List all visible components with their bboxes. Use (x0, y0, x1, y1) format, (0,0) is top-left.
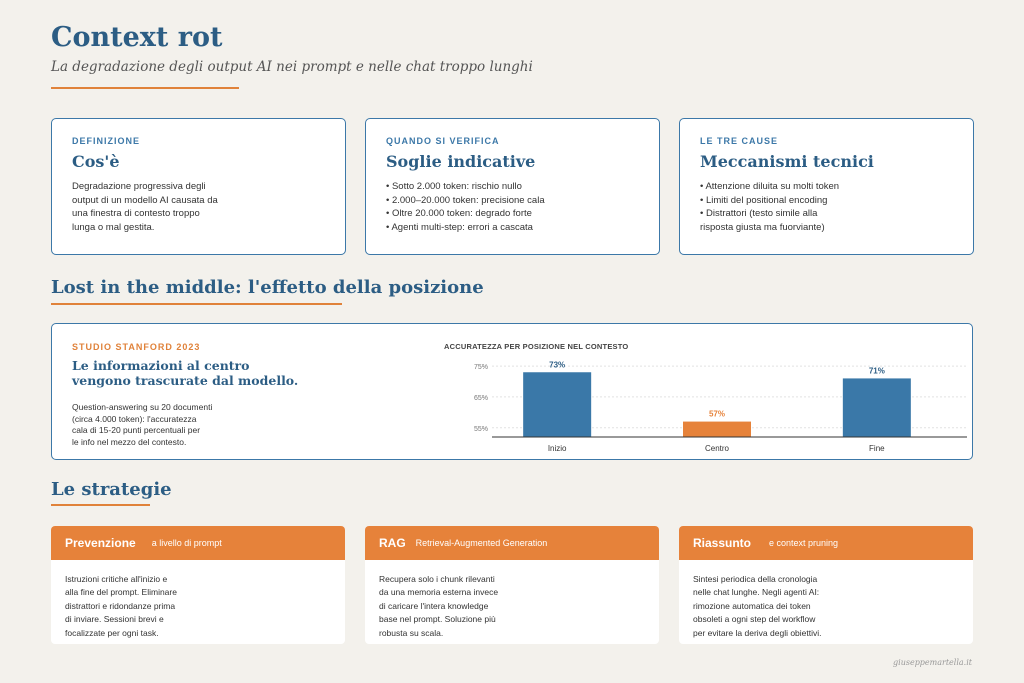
strategy-detail: Retrieval-Augmented Generation (415, 538, 548, 548)
study-kicker: STUDIO STANFORD 2023 (72, 342, 201, 352)
footer-credit: giuseppemartella.it (893, 658, 972, 667)
strategy-header (51, 526, 345, 560)
page-title: Context rot (51, 22, 223, 53)
list-item: • Sotto 2.000 token: rischio nullo (386, 180, 639, 194)
section-title-lost-in-middle: Lost in the middle: l'effetto della posizione (51, 277, 484, 298)
strategy-body (679, 560, 973, 640)
list-item: • Attenzione diluita su molti token (700, 180, 953, 194)
study-body-line: (circa 4.000 token): l'accuratezza (72, 413, 197, 424)
x-tick-label: Centro (704, 444, 730, 453)
bar-value-label: 57% (708, 409, 726, 419)
card-body-line: Degradazione progressiva degli (72, 181, 206, 192)
bar-value-label: 73% (549, 360, 566, 370)
card-body-line: una finestra di contesto troppo (72, 208, 200, 220)
study-body (72, 402, 237, 448)
strategy-body-line: alla fine del prompt. Eliminare (65, 587, 177, 598)
strategy-name: Riassunto (693, 536, 752, 550)
strategy-body-line: distrattori e ridondanze prima (65, 600, 176, 611)
bar-centro (683, 422, 751, 437)
list-item: • Distrattori (testo simile alla (700, 207, 953, 221)
title-underline (51, 87, 239, 89)
study-body-line: Question-answering su 20 documenti (72, 402, 213, 412)
card-body-line: output di un modello AI causata da (72, 194, 218, 206)
strategy-body-line: obsoleti a ogni step del workflow (693, 614, 816, 625)
card-list (700, 180, 953, 234)
strategy-body-line: base nel prompt. Soluzione più (379, 614, 496, 625)
strategy-header (365, 526, 659, 560)
y-tick-label: 75% (473, 364, 488, 372)
list-item: • Oltre 20.000 token: degrado forte (386, 207, 639, 221)
list-item: • 2.000–20.000 token: precisione cala (386, 194, 639, 208)
list-item: • Limiti del positional encoding (700, 194, 953, 208)
bar-value-label: 71% (868, 366, 885, 376)
card-kicker: LE TRE CAUSE (700, 136, 779, 146)
card-body-line: lunga o mal gestita. (72, 221, 155, 233)
y-tick-label: 65% (473, 394, 488, 402)
study-title-line: vengono trascurate dal modello. (72, 373, 299, 388)
x-tick-label: Fine (869, 444, 885, 453)
card-list (386, 180, 639, 234)
study-panel (51, 323, 973, 460)
strategy-name: Prevenzione (65, 536, 136, 550)
section-title-strategies: Le strategie (51, 479, 172, 500)
chart-title: ACCURATEZZA PER POSIZIONE NEL CONTESTO (444, 342, 629, 351)
y-tick-label: 55% (473, 425, 488, 433)
strategy-body-line: di inviare. Sessioni brevi e (65, 614, 164, 625)
strategy-detail: e context pruning (769, 538, 839, 548)
card-thresholds (365, 118, 660, 255)
strategy-body-line: di caricare l'intera knowledge (379, 600, 489, 611)
card-title: Meccanismi tecnici (700, 152, 874, 171)
strategy-body-line: robusta su scala. (379, 627, 444, 638)
strategy-body-line: Recupera solo i chunk rilevanti (379, 574, 495, 584)
card-title: Soglie indicative (386, 152, 536, 171)
section-underline (51, 504, 150, 506)
bar-fine (843, 378, 911, 437)
study-title (72, 358, 332, 388)
bar-inizio (523, 372, 591, 437)
strategy-card-prevention (51, 526, 345, 644)
card-kicker: QUANDO SI VERIFICA (386, 136, 500, 146)
study-body-line: cala di 15-20 punti percentuali per (72, 425, 201, 436)
card-title: Cos'è (72, 152, 120, 171)
card-body (72, 180, 325, 234)
list-item-continuation: risposta giusta ma fuorviante) (700, 221, 825, 233)
strategy-header (679, 526, 973, 560)
card-definition (51, 118, 346, 255)
strategy-card-rag (365, 526, 659, 644)
strategy-body (365, 560, 659, 640)
strategy-body-line: da una memoria esterna invece (379, 587, 499, 598)
card-kicker: DEFINIZIONE (72, 136, 141, 146)
card-causes (679, 118, 974, 255)
strategy-body-line: Istruzioni critiche all'inizio e (65, 574, 168, 584)
list-item: • Agenti multi-step: errori a cascata (386, 221, 639, 235)
strategy-name: RAG (379, 536, 406, 550)
strategy-body-line: Sintesi periodica della cronologia (693, 574, 818, 584)
strategy-body-line: nelle chat lunghe. Negli agenti AI: (693, 587, 820, 598)
strategy-body-line: per evitare la deriva degli obiettivi. (693, 627, 822, 638)
study-body-line: le info nel mezzo del contesto. (72, 436, 187, 447)
study-title-line: Le informazioni al centro (72, 358, 250, 373)
strategy-card-summary (679, 526, 973, 644)
strategy-body-line: focalizzate per ogni task. (65, 627, 159, 638)
x-tick-label: Inizio (547, 444, 567, 453)
page-subtitle: La degradazione degli output AI nei prompt e nelle chat troppo lunghi (51, 59, 533, 75)
accuracy-bar-chart (412, 350, 972, 458)
section-underline (51, 303, 342, 305)
strategy-body-line: rimozione automatica dei token (693, 600, 811, 611)
strategy-body (51, 560, 345, 640)
strategy-detail: a livello di prompt (151, 538, 222, 548)
